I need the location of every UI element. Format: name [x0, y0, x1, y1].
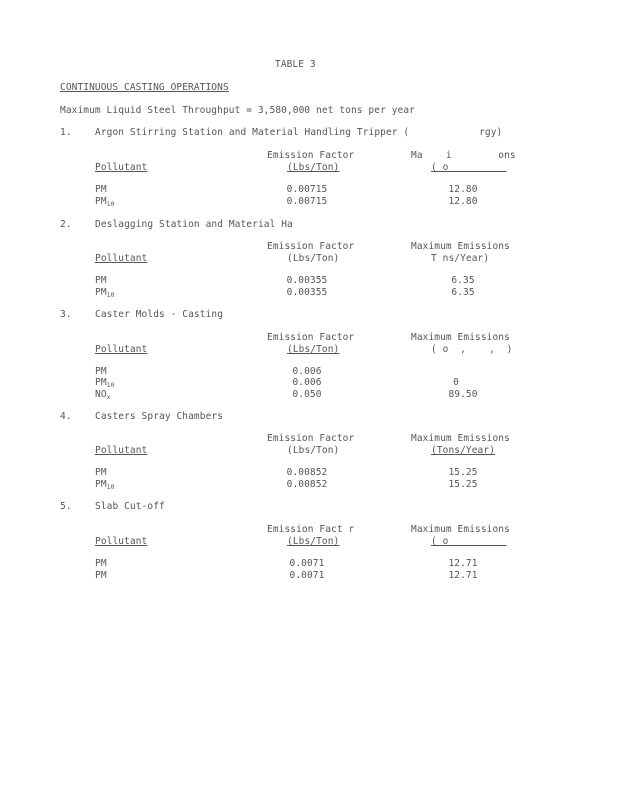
factor-cell: 0.00852 — [286, 467, 328, 478]
factor-header: Emission Factor — [267, 332, 355, 343]
factor-header: Emission Factor — [267, 241, 355, 252]
pollutant-cell: $PM_{10}$ — [95, 377, 115, 389]
max-cell: 12.80 — [448, 184, 478, 195]
max-header: Maximum Emissions — [411, 241, 510, 252]
factor-units: (Lbs/Ton) — [287, 253, 340, 264]
section-number: 4. — [60, 411, 72, 422]
factor-units: (Lbs/Ton) — [287, 162, 340, 173]
max-cell: 12.80 — [448, 196, 478, 207]
factor-cell: 0.006 — [292, 377, 322, 388]
section-name: Deslagging Station and Material Ha — [95, 219, 293, 230]
max-units: ( o , , ) — [431, 344, 513, 355]
max-header: Maximum Emissions — [411, 332, 510, 343]
pollutant-cell: PM — [95, 570, 107, 581]
section-number: 1. — [60, 127, 72, 138]
pollutant-cell: $NO_x$ — [95, 389, 111, 401]
pollutant-cell: PM — [95, 366, 107, 377]
pollutant-cell: PM — [95, 467, 107, 478]
pollutant-header: Pollutant — [95, 344, 148, 355]
factor-cell: 0.00715 — [286, 184, 328, 195]
pollutant-header: Pollutant — [95, 536, 148, 547]
max-header: Ma i ons — [411, 150, 516, 161]
pollutant-cell: PM — [95, 184, 107, 195]
section-name: Casters Spray Chambers — [95, 411, 224, 422]
factor-units: (Lbs/Ton) — [287, 445, 340, 456]
max-cell: 6.35 — [451, 287, 475, 298]
pollutant-cell: PM — [95, 275, 107, 286]
pollutant-header: Pollutant — [95, 162, 148, 173]
section-name: Slab Cut-off — [95, 501, 165, 512]
factor-units: (Lbs/Ton) — [287, 344, 340, 355]
section-number: 3. — [60, 309, 72, 320]
max-header: Maximum Emissions — [411, 524, 510, 535]
max-cell: 6.35 — [451, 275, 475, 286]
max-units: ( o — [431, 536, 507, 547]
factor-cell: 0.0071 — [289, 570, 325, 581]
section-name: Caster Molds - Casting — [95, 309, 224, 320]
factor-units: (Lbs/Ton) — [287, 536, 340, 547]
pollutant-cell: $PM_{10}$ — [95, 196, 115, 208]
max-cell: 12.71 — [448, 570, 478, 581]
max-units: (Tons/Year) — [431, 445, 496, 456]
max-cell: 12.71 — [448, 558, 478, 569]
factor-cell: 0.00852 — [286, 479, 328, 490]
table-title: TABLE 3 — [275, 59, 316, 70]
section-number: 2. — [60, 219, 72, 230]
section-heading: CONTINUOUS CASTING OPERATIONS — [60, 82, 229, 93]
factor-header: Emission Factor — [267, 150, 355, 161]
factor-cell: 0.050 — [292, 389, 322, 400]
throughput-line: Maximum Liquid Steel Throughput = 3,580,000 net tons per year — [60, 105, 415, 116]
max-cell: 15.25 — [448, 479, 478, 490]
max-cell: 0 — [453, 377, 459, 388]
max-cell: 89.50 — [448, 389, 478, 400]
section-number: 5. — [60, 501, 72, 512]
section-name: Argon Stirring Station and Material Handling Tripper ( rgy) — [95, 127, 503, 138]
max-units: T ns/Year) — [431, 253, 490, 264]
pollutant-cell: $PM_{10}$ — [95, 479, 115, 491]
factor-cell: 0.0071 — [289, 558, 325, 569]
factor-cell: 0.00355 — [286, 275, 328, 286]
factor-header: Emission Factor — [267, 433, 355, 444]
max-cell: 15.25 — [448, 467, 478, 478]
max-units: ( o — [431, 162, 507, 173]
pollutant-cell: PM — [95, 558, 107, 569]
factor-cell: 0.00355 — [286, 287, 328, 298]
pollutant-header: Pollutant — [95, 253, 148, 264]
factor-header: Emission Fact r — [267, 524, 355, 535]
factor-cell: 0.006 — [292, 366, 322, 377]
pollutant-header: Pollutant — [95, 445, 148, 456]
factor-cell: 0.00715 — [286, 196, 328, 207]
pollutant-cell: $PM_{10}$ — [95, 287, 115, 299]
max-header: Maximum Emissions — [411, 433, 510, 444]
